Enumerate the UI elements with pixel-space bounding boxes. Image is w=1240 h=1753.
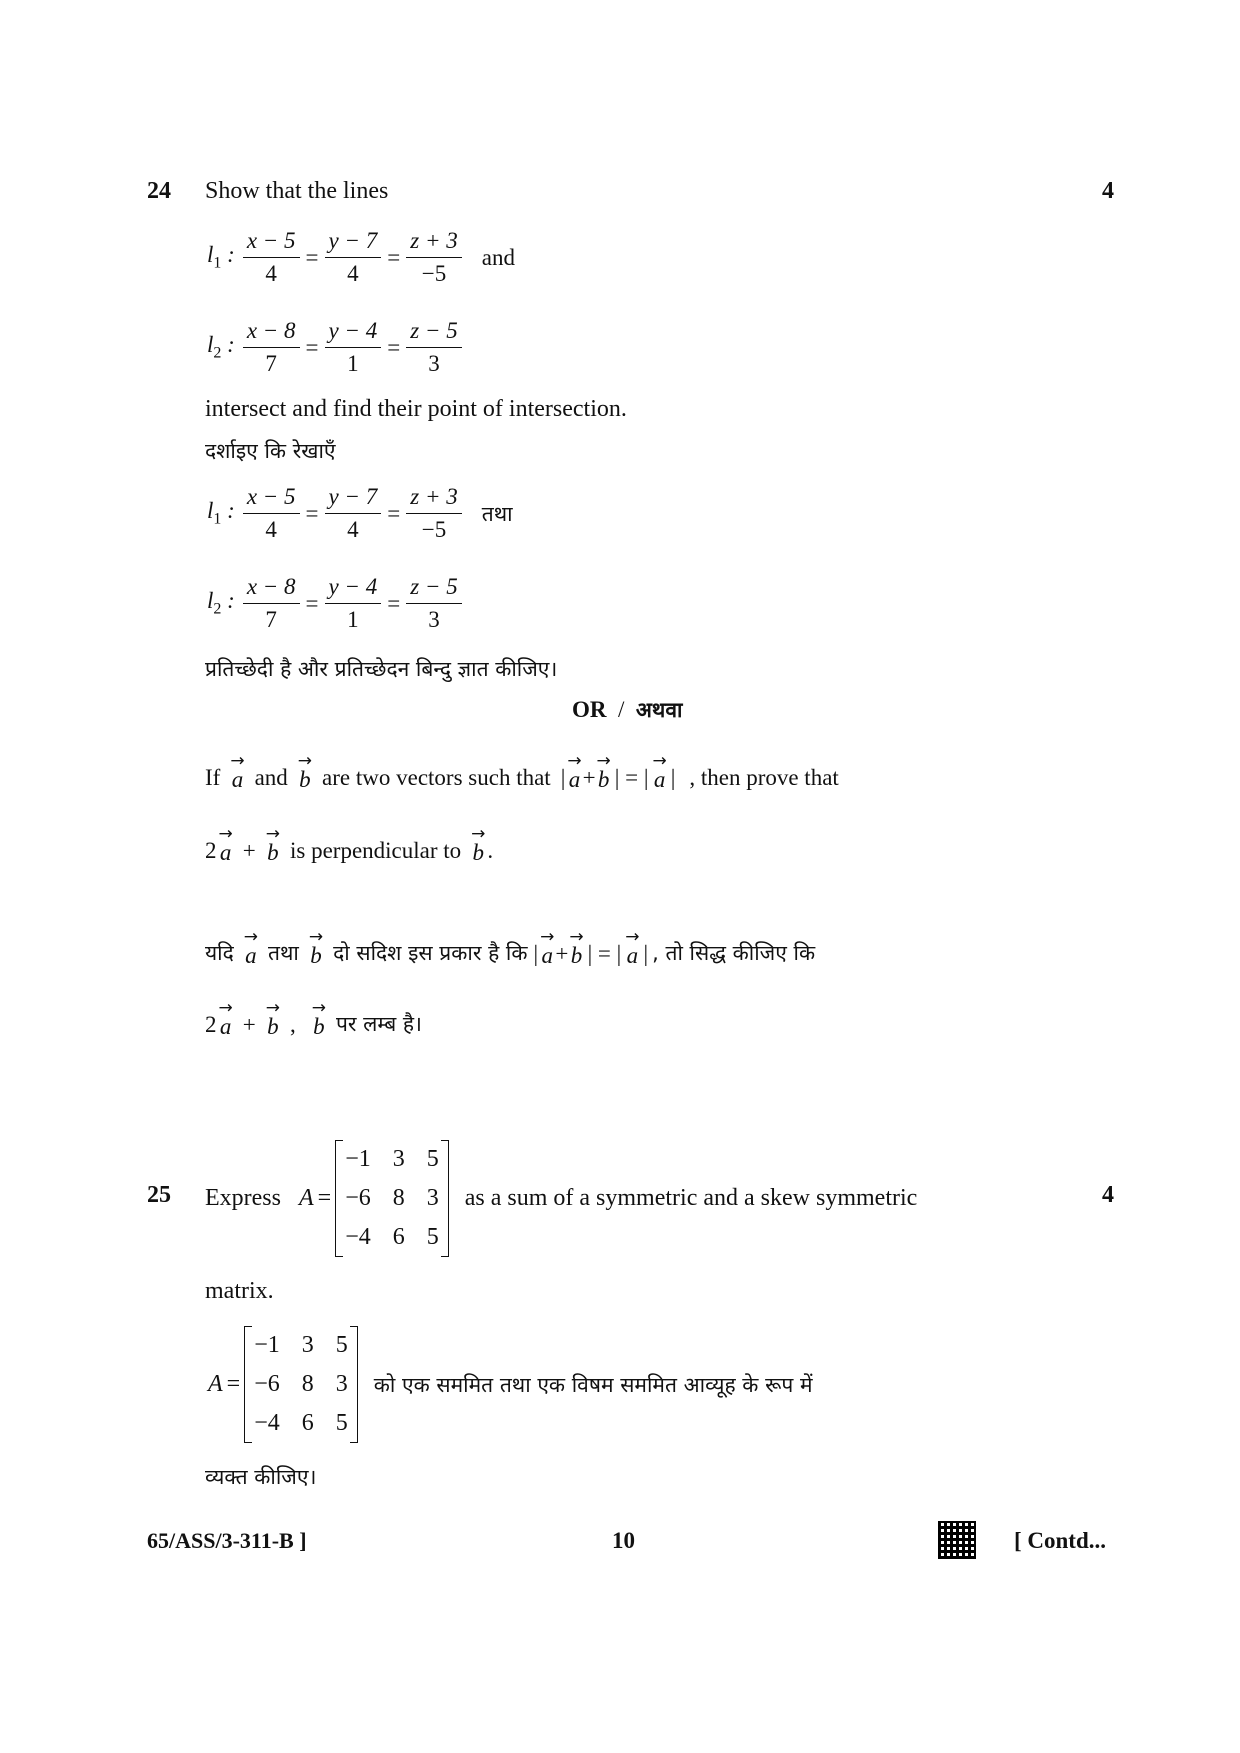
paper-code: 65/ASS/3-311-B ] [147,1528,307,1553]
matrix-cell: −6 [345,1185,371,1211]
matrix-cell: −1 [345,1146,371,1172]
l2-den-3: 3 [428,351,440,376]
matrix-cell: 5 [426,1224,439,1250]
l1-label: $l_1$ : [207,242,235,272]
alt-question-hindi-line-1: यदि → a तथा → b दो सदिश इस प्रकार है कि | → a + → b | = | → a | , तो सिद्ध कीजिए कि [205,927,816,968]
l2-num-3: z − 5 [406,318,461,348]
matrix-cell: 3 [392,1146,405,1172]
matrix-cell: −4 [254,1410,280,1436]
l1-num-3: z + 3 [406,228,461,258]
l1-den-1: 4 [265,261,277,286]
matrix-cell: 8 [301,1371,314,1397]
matrix-cell: 3 [335,1371,348,1397]
l2-label: $l_2$ : [207,332,235,362]
matrix-cell: 5 [335,1332,348,1358]
line-l1-equation-hindi: $l_1$ : $\frac{x - 5}{4}$ = $\frac{y - 7}{4}$ = $\frac{z + 3}{-5}$ तथा [207,484,513,542]
question-number-24: 24 [147,178,171,204]
matrix-a [335,1140,449,1257]
matrix-cell: 6 [301,1410,314,1436]
q25-hindi-tail: व्यक्त कीजिए। [205,1465,317,1489]
hindi-and-word: तथा [481,501,513,526]
matrix-cell: 6 [392,1224,405,1250]
q24-intro: Show that the lines [205,178,389,204]
l2-den-2: 1 [347,351,359,376]
q25-marks: 4 [1102,1182,1114,1208]
q24-hindi-intro: दर्शाइए कि रेखाएँ [205,439,336,463]
and-word: and [481,244,515,270]
matrix-cell: −6 [254,1371,280,1397]
or-divider: OR / अथवा [572,697,683,722]
matrix-cell: −1 [254,1332,280,1358]
q25-statement: Express A = −1 3 5 −6 8 3 −4 6 5 as a sum of a symmetric and a skew symmetric [205,1140,917,1257]
l2-num-2: y − 4 [325,318,382,348]
line-l1-equation: $l_1$ : $\frac{x - 5}{4}$ = $\frac{y - 7}{4}$ = $\frac{z + 3}{-5}$ and [207,228,515,286]
l1-den-2: 4 [347,261,359,286]
alt-question-hindi-line-2: 2 → a + → b , → b पर लम्ब है। [205,998,423,1039]
l1-num-2: y − 7 [325,228,382,258]
matrix-cell: 3 [301,1332,314,1358]
matrix-cell: −4 [345,1224,371,1250]
matrix-cell: 3 [426,1185,439,1211]
q25-tail-matrix: matrix. [205,1278,274,1304]
l2-den-1: 7 [265,351,277,376]
line-l2-equation: $l_2$ : $\frac{x - 8}{7}$ = $\frac{y - 4}{1}$ = $\frac{z - 5}{3}$ [207,318,466,377]
q24-marks: 4 [1102,178,1114,204]
matrix-cell: 5 [335,1410,348,1436]
l1-den-3: −5 [421,261,447,286]
l1-num-1: x − 5 [243,228,300,258]
alt-question-line-1: If → a and → b are two vectors such that | → a + → b | = | → a | , then prove that [205,751,839,792]
question-number-25: 25 [147,1182,171,1208]
page-number: 10 [612,1528,635,1553]
q24-outro: intersect and find their point of intersection. [205,396,627,422]
q25-statement-hindi: A = −1 3 5 −6 8 3 −4 6 5 को एक सममित तथा एक विषम सममित आव्यूह के रूप में [208,1326,813,1443]
matrix-cell: 8 [392,1185,405,1211]
contd-label: [ Contd... [1014,1528,1107,1553]
matrix-cell: 5 [426,1146,439,1172]
q24-hindi-outro: प्रतिच्छेदी है और प्रतिच्छेदन बिन्दु ज्ञात कीजिए। [205,657,558,681]
matrix-a-hindi [244,1326,358,1443]
alt-question-line-2: 2 → a + → b is perpendicular to → b . [205,824,494,865]
l2-num-1: x − 8 [243,318,300,348]
qr-code-icon [938,1521,976,1559]
line-l2-equation-hindi: $l_2$ : $\frac{x - 8}{7}$ = $\frac{y - 4}{1}$ = $\frac{z - 5}{3}$ [207,574,466,633]
